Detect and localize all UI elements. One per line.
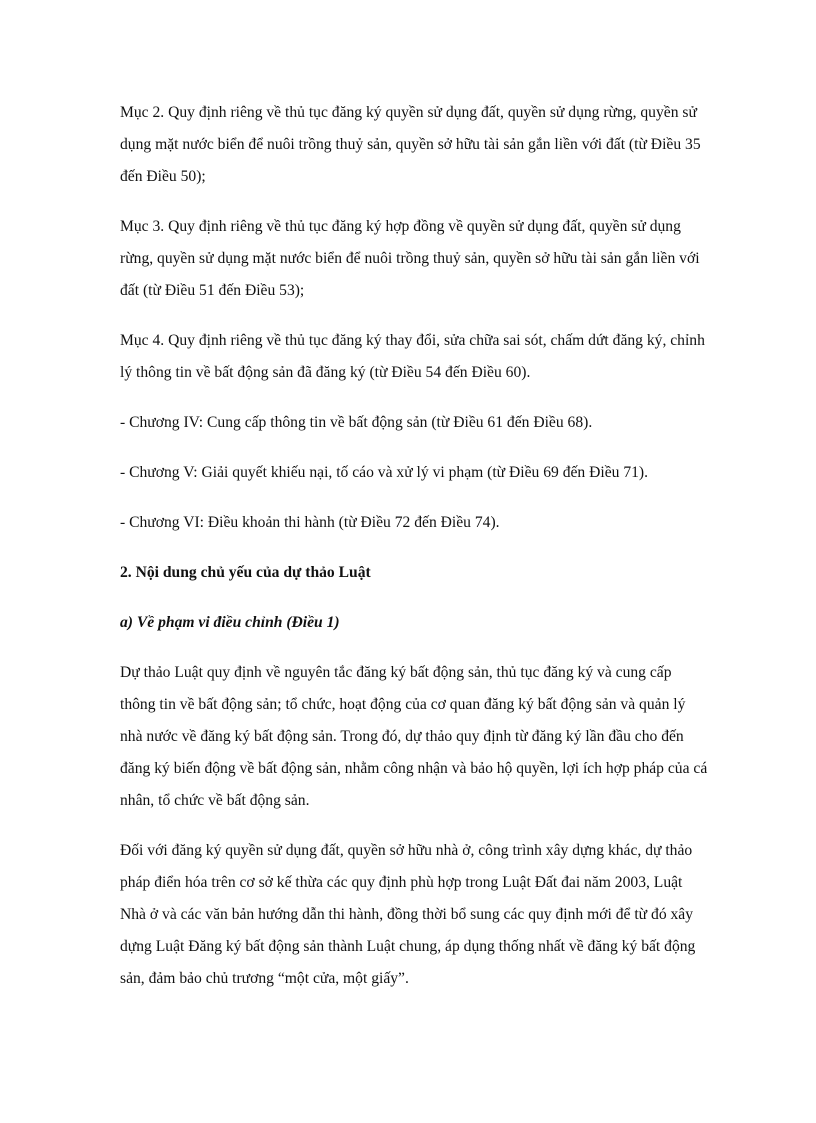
paragraph-muc-3: Mục 3. Quy định riêng về thủ tục đăng ký hợp đồng về quyền sử dụng đất, quyền sử dụng rừng, quyền sử dụng mặt nước biển để nuôi trồng thuỷ sản, quyền sở hữu tài sản gắn liền với đất (từ Điều 51 đến Điều 53); <box>120 218 700 299</box>
paragraph-chuong-iv: - Chương IV: Cung cấp thông tin về bất động sản (từ Điều 61 đến Điều 68). <box>120 414 593 431</box>
subsection-heading-a: a) Về phạm vi điều chỉnh (Điều 1) <box>120 614 340 631</box>
section-heading-2: 2. Nội dung chủ yếu của dự thảo Luật <box>120 564 371 581</box>
paragraph-land-use-registration: Đối với đăng ký quyền sử dụng đất, quyền sở hữu nhà ở, công trình xây dựng khác, dự thảo pháp điển hóa trên cơ sở kế thừa các quy định phù hợp trong Luật Đất đai năm 2003, Luật Nhà ở và các văn bản hướng dẫn thi hành, đồng thời bổ sung các quy định mới để từ đó xây dựng Luật Đăng ký bất động sản thành Luật chung, áp dụng thống nhất về đăng ký bất động sản, đảm bảo chủ trương “một cửa, một giấy”. <box>120 842 696 987</box>
paragraph-chuong-v: - Chương V: Giải quyết khiếu nại, tố cáo và xử lý vi phạm (từ Điều 69 đến Điều 71). <box>120 464 649 481</box>
paragraph-scope: Dự thảo Luật quy định về nguyên tắc đăng ký bất động sản, thủ tục đăng ký và cung cấp thông tin về bất động sản; tổ chức, hoạt động của cơ quan đăng ký bất động sản và quản lý nhà nước về đăng ký bất động sản. Trong đó, dự thảo quy định từ đăng ký lần đầu cho đến đăng ký biến động về bất động sản, nhằm công nhận và bảo hộ quyền, lợi ích hợp pháp của cá nhân, tổ chức về bất động sản. <box>120 664 708 809</box>
paragraph-muc-2: Mục 2. Quy định riêng về thủ tục đăng ký quyền sử dụng đất, quyền sử dụng rừng, quyền sử dụng mặt nước biển để nuôi trồng thuỷ sản, quyền sở hữu tài sản gắn liền với đất (từ Điều 35 đến Điều 50); <box>120 104 701 185</box>
paragraph-chuong-vi: - Chương VI: Điều khoản thi hành (từ Điều 72 đến Điều 74). <box>120 514 500 531</box>
paragraph-muc-4: Mục 4. Quy định riêng về thủ tục đăng ký thay đổi, sửa chữa sai sót, chấm dứt đăng ký, chỉnh lý thông tin về bất động sản đã đăng ký (từ Điều 54 đến Điều 60). <box>120 332 705 381</box>
document-body <box>120 97 710 1013</box>
